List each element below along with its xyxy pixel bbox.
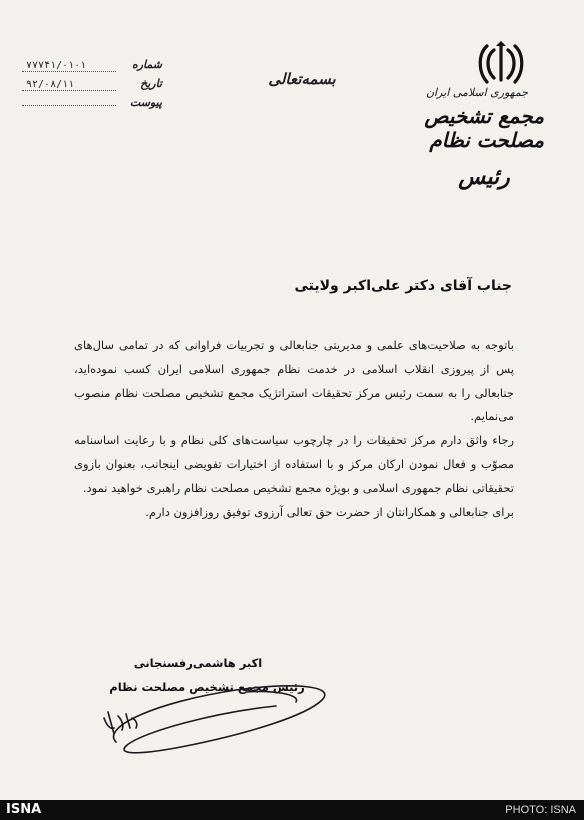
signer-title: رئیس مجمع تشخیص مصلحت نظام — [109, 680, 305, 694]
signer-name: اکبر هاشمی‌رفسنجانی — [133, 656, 263, 670]
letter-number-value: ۷۷۷۴۱/۰۱۰۱ — [22, 60, 116, 72]
footer-bar — [0, 800, 584, 820]
recipient-line: جناب آقای دکتر علی‌اکبر ولایتی — [294, 278, 512, 294]
meta-attachment-row — [22, 96, 162, 115]
meta-number-row — [22, 58, 162, 77]
letter-number-label: شماره — [131, 58, 162, 71]
handwritten-signature-icon — [96, 672, 336, 762]
body-paragraph-1: باتوجه به صلاحیت‌های علمی و مدیریتی جنابعالی و تجربیات فراوانی که در تمامی سال‌های پس از پیروزی انقلاب اسلامی در خدمت نظام جمهوری اسلامی ایران کسب نموده‌اید، جنابعالی را به سمت رئیس مرکز تحقیقات استراتژیک مجمع تشخیص مصلحت نظام منصوب می‌نمایم. — [74, 338, 514, 424]
org-name-heading: مجمع تشخیص مصلحت نظام — [424, 104, 544, 152]
letter-body — [74, 334, 514, 524]
isna-logo: ISNA — [6, 802, 42, 817]
letter-date-value: ۹۲/۰۸/۱۱ — [22, 79, 116, 91]
letter-attachment-label: پیوست — [129, 96, 162, 109]
org-country-label: جمهوری اسلامی ایران — [425, 86, 529, 99]
iran-emblem-icon — [476, 40, 526, 86]
letter-metadata — [22, 58, 162, 115]
letter-attachment-value — [22, 105, 116, 106]
org-role-heading: رئیس — [458, 164, 510, 190]
bismillah-heading: بسمه‌تعالی — [268, 70, 336, 88]
body-paragraph-3: برای جنابعالی و همکارانتان از حضرت حق تعالی آرزوی توفیق روزافزون دارم. — [145, 504, 514, 519]
letter-date-label: تاریخ — [140, 77, 162, 90]
photo-credit: PHOTO: ISNA — [505, 804, 576, 816]
body-paragraph-2: رجاء واثق دارم مرکز تحقیقات را در چارچوب سیاست‌های کلی نظام و با رعایت اساسنامه مصوّب و فعال نمودن ارکان مرکز و با استفاده از اختیارات تفویضی اینجانب، بعنوان بازوی تحقیقاتی نظام جمهوری اسلامی و بویژه مجمع تشخیص مصلحت نظام راهبری خواهید نمود. — [74, 433, 514, 495]
meta-date-row — [22, 77, 162, 96]
